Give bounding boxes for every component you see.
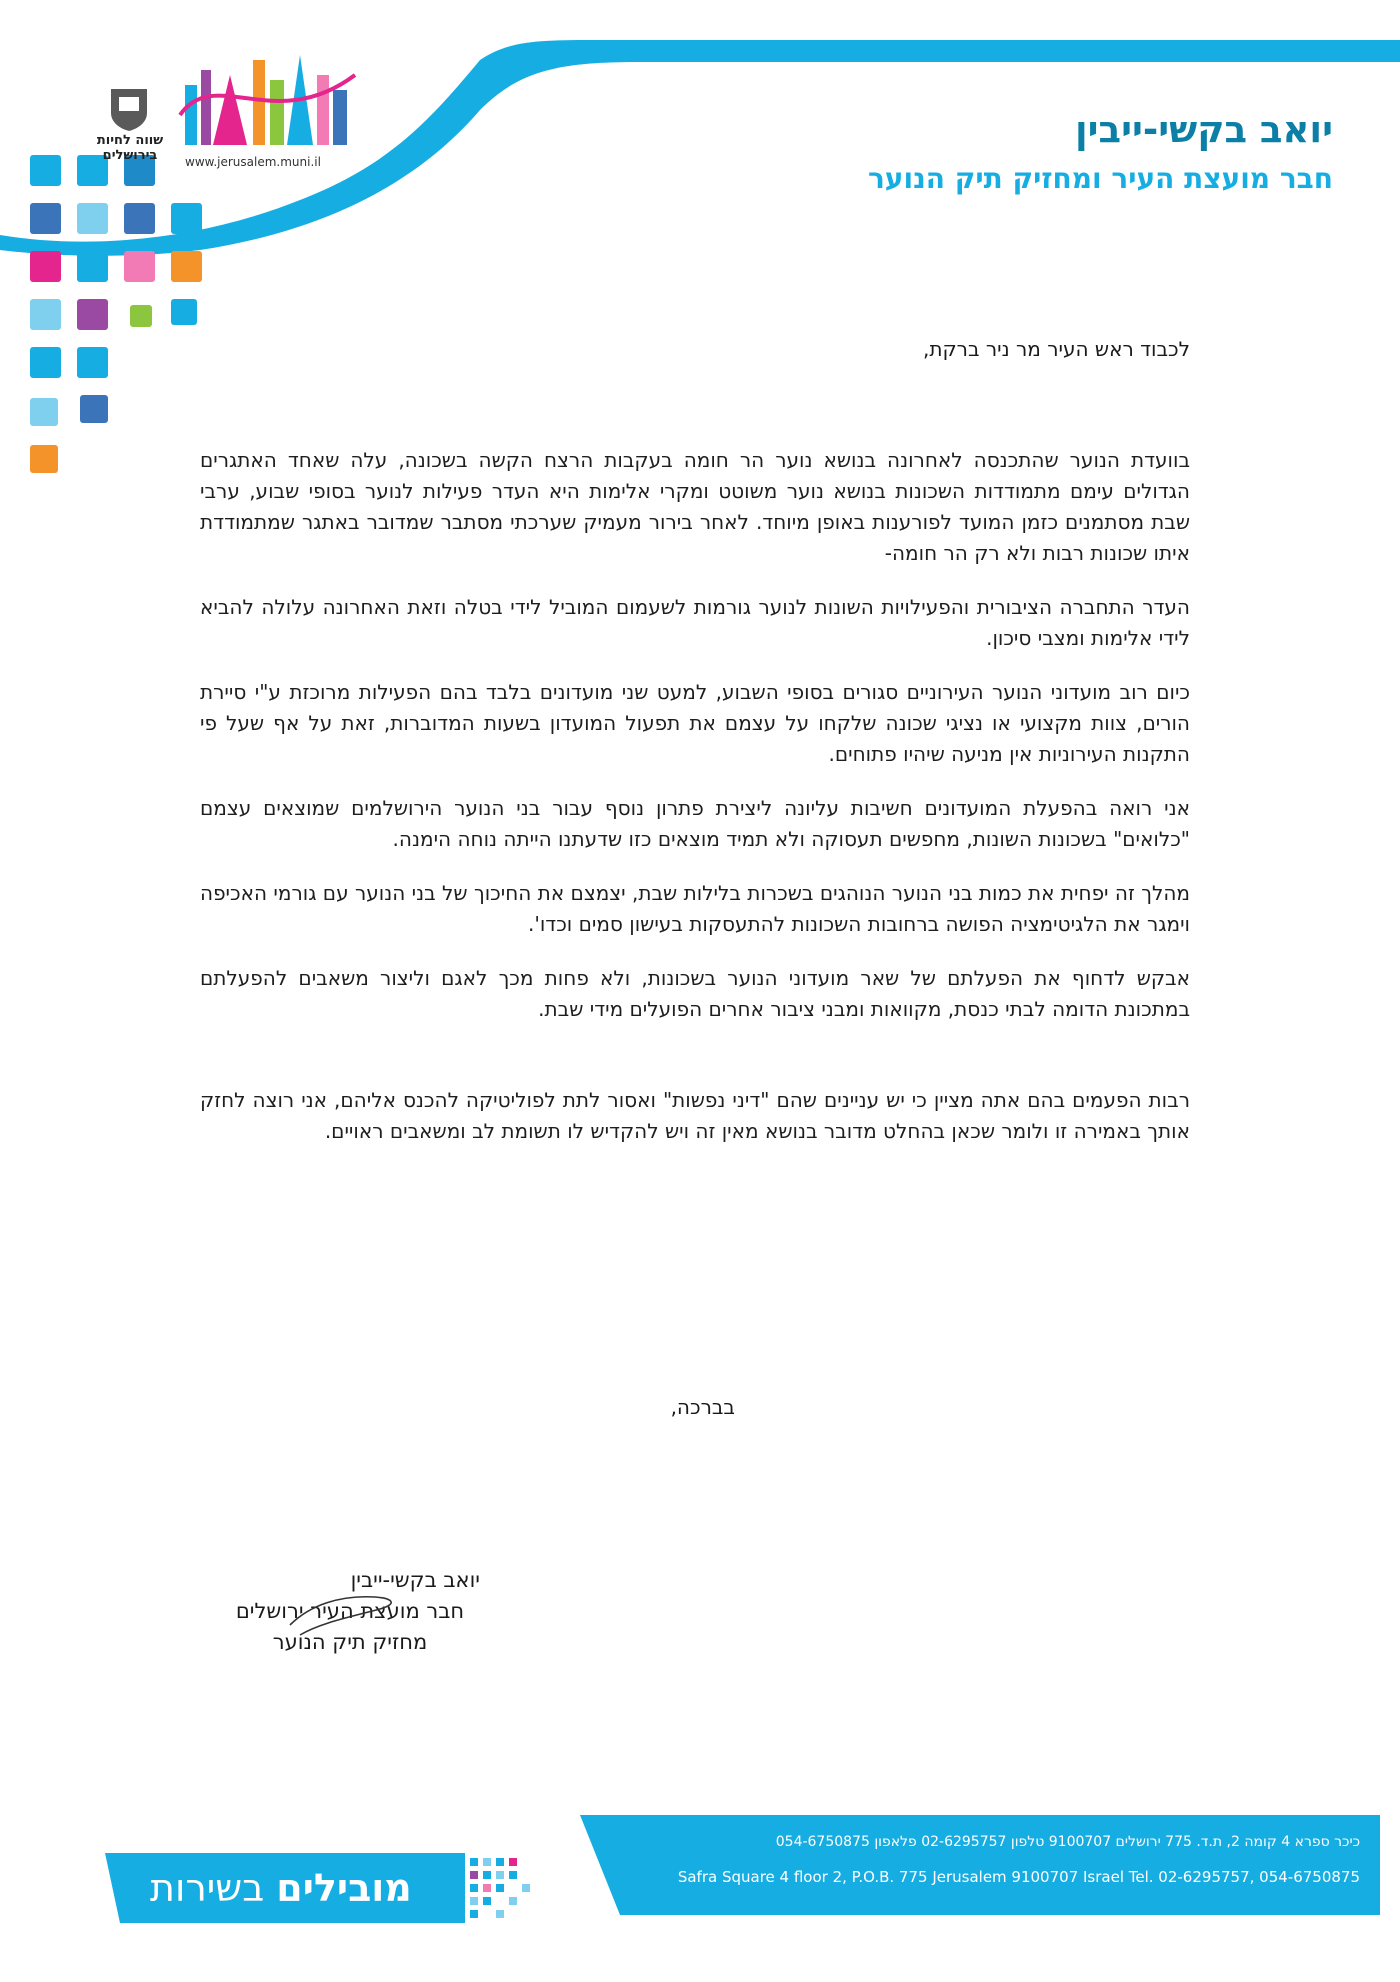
jerusalem-municipality-logo [95, 45, 365, 175]
paragraph: כיום רוב מועדוני הנוער העירוניים סגורים בסופי השבוע, למעט שני מועדונים בלבד בהם הפעילות מרוכזת ע"י סיירת הורים, צוות מקצועי או נציגי שכונה שלקחו על עצמם את תפעול המועדון בשעות המדוברות, זאת על אף שעל פי התקנות העירוניות אין מניעה שיהיו פתוחים. [200, 680, 1190, 766]
footer-bar [560, 1815, 1380, 1915]
logo-tagline: שווה לחיות בירושלים [96, 133, 164, 163]
slogan-regular: בשירות [150, 1866, 265, 1910]
paragraph: מהלך זה יפחית את כמות בני הנוער הנוהגים בשכרות בלילות שבת, יצמצם את החיכוך של בני הנוער עם גורמי האכיפה וימגר את הלגיטימציה הפושה ברחובות השכונות להתעסקות בעישון סמים וכדו'. [200, 881, 1190, 936]
footer-address-hebrew: כיכר ספרא 4 קומה 2, ת.ד. 775 ירושלים 9100707 טלפון 02-6295757 פלאפון 054-6750875 [775, 1834, 1360, 1850]
decorative-squares [30, 155, 220, 545]
paragraph: העדר התחברה הציבורית והפעילויות השונות לנוער גורמות לשעמום המוביל לידי בטלה וזאת האחרונה עלולה להביא לידי אלימות ומצבי סיכון. [200, 595, 1190, 650]
letter-body [200, 445, 1190, 1170]
logo-url: www.jerusalem.muni.il [185, 155, 321, 169]
paragraph: רבות הפעמים בהם אתה מציין כי יש עניינים שהם "דיני נפשות" ואסור לתת לפוליטיקה להכנס אליהם, אני רוצה לחזק אותך באמירה זו ולומר שכאן בהחלט מדובר בנושא מאין זה ויש להקדיש לו תשומת לב ומשאבים ראויים. [200, 1088, 1190, 1143]
signer-portfolio: מחזיק תיק הנוער [272, 1630, 428, 1654]
slogan-bold: מובילים [276, 1866, 412, 1910]
footer-address-english: Safra Square 4 floor 2, P.O.B. 775 Jerusalem 9100707 Israel Tel. 02-6295757, 054-6750875 [677, 1868, 1360, 1886]
signer-name: יואב בקשי-ייבין [350, 1568, 480, 1592]
signer-role: חבר מועצת העיר ירושלים [235, 1599, 465, 1623]
jerusalem-skyline-icon [175, 45, 360, 150]
salutation: לכבוד ראש העיר מר ניר ברקת, [922, 337, 1190, 361]
author-title: חבר מועצת העיר ומחזיק תיק הנוער [867, 162, 1333, 195]
author-name: יואב בקשי-ייבין [1074, 108, 1333, 151]
handwritten-signature [280, 1575, 420, 1645]
paragraph: אבקש לדחוף את הפעלתם של שאר מועדוני הנוער בשכונות, ולא פחות מכך לאגם וליצור משאבים להפעלתם במתכונת הדומה לבתי כנסת, מקוואות ומבני ציבור אחרים הפועלים מידי שבת. [200, 966, 1190, 1021]
closing: בברכה, [670, 1395, 735, 1419]
city-crest-icon [107, 85, 151, 131]
paragraph: בוועדת הנוער שהתכנסה לאחרונה בנושא נוער הר חומה בעקבות הרצח הקשה בשכונה, עלה שאחד האתגרים הגדולים עימם מתמודדות השכונות בנושא נוער משוטט ומקרי אלימות היא העדר פעילות לנוער בסופי שבוע, ערבי שבת מסתמנים כזמן המועד לפורענות באופן מיוחד. לאחר בירור מעמיק שערכתי מסתבר שמדובר באתגר שמתמודדת איתו שכונות רבות ולא רק הר חומה- [200, 448, 1190, 565]
footer-slogan [150, 1866, 412, 1910]
paragraph: אני רואה בהפעלת המועדונים חשיבות עליונה ליצירת פתרון נוסף עבור בני הנוער הירושלמים שמוצאים עצמם "כלואים" בשכונות השונות, מחפשים תעסוקה ולא תמיד מוצאים כזו שדעתנו הייתה נוחה הימנה. [200, 796, 1190, 851]
